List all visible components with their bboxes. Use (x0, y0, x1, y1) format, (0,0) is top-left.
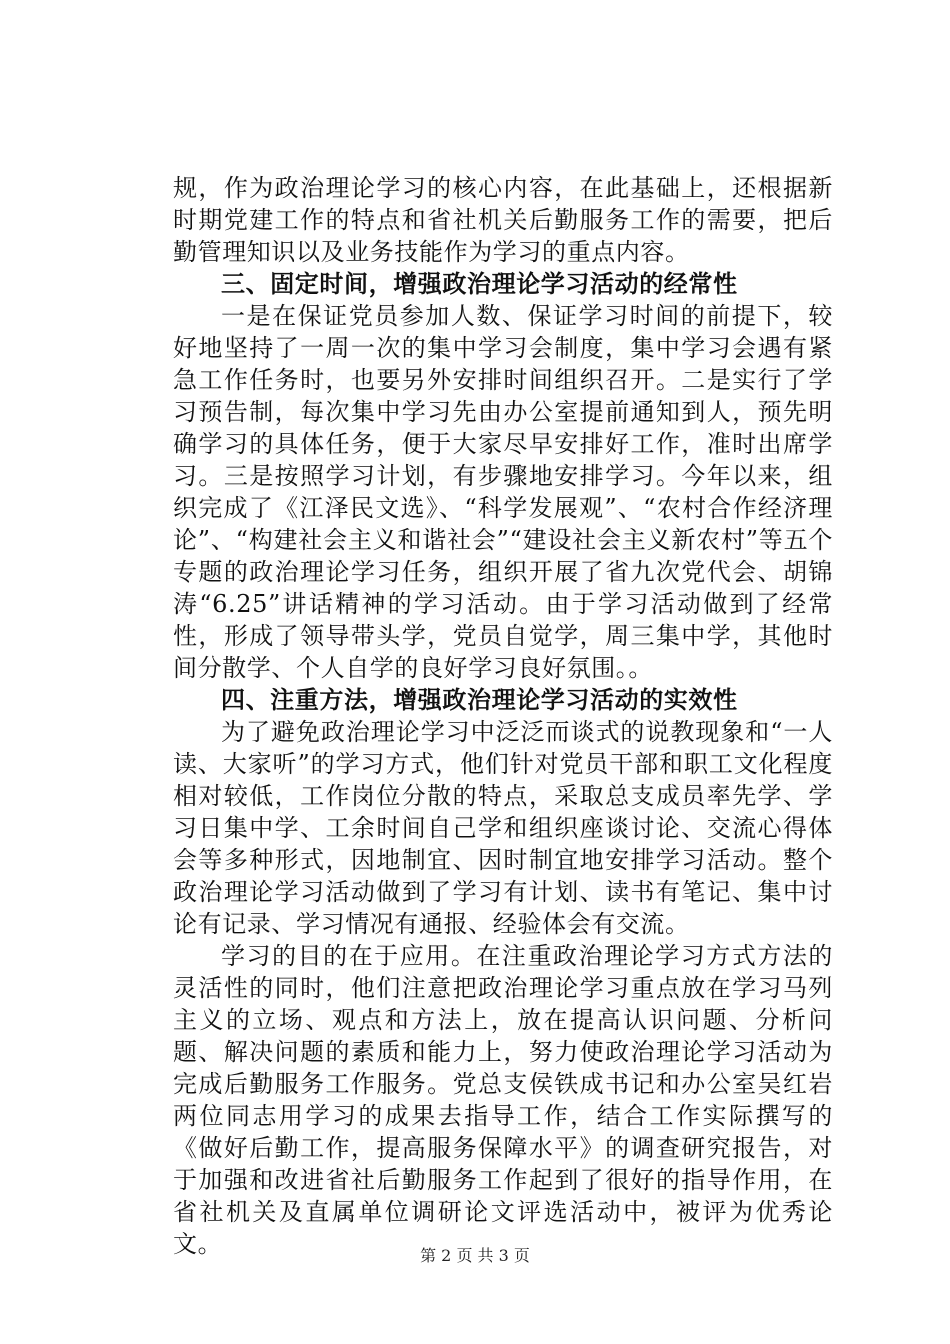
paragraph-application: 学习的目的在于应用。在注重政治理论学习方式方法的灵活性的同时，他们注意把政治理论学习重点放在学习马列主义的立场、观点和方法上，放在提高认识问题、分析问题、解决问题的素质和能力上，努力使政治理论学习活动为完成后勤服务工作服务。党总支侯铁成书记和办公室吴红岩两位同志用学习的成果去指导工作，结合工作实际撰写的《做好后勤工作，提高服务保障水平》的调查研究报告，对于加强和改进省社后勤服务工作起到了很好的指导作用，在省社机关及直属单位调研论文评选活动中，被评为优秀论文。 (173, 942, 833, 1258)
paragraph-methods: 为了避免政治理论学习中泛泛而谈式的说教现象和“一人读、大家听”的学习方式，他们针对党员干部和职工文化程度相对较低，工作岗位分散的特点，采取总支成员率先学、学习日集中学、工余时间自己学和组织座谈讨论、交流心得体会等多种形式，因地制宜、因时制宜地安排学习活动。整个政治理论学习活动做到了学习有计划、读书有笔记、集中讨论有记录、学习情况有通报、经验体会有交流。 (173, 718, 833, 938)
document-body (173, 172, 833, 1260)
section-heading-4: 四、注重方法，增强政治理论学习活动的实效性 (221, 686, 738, 714)
paragraph-fixed-time: 一是在保证党员参加人数、保证学习时间的前提下，较好地坚持了一周一次的集中学习会制度，集中学习会遇有紧急工作任务时，也要另外安排时间组织召开。二是实行了学习预告制，每次集中学习先由办公室提前通知到人，预先明确学习的具体任务，便于大家尽早安排好工作，准时出席学习。三是按照学习计划，有步骤地安排学习。今年以来，组织完成了《江泽民文选》、“科学发展观”、“农村合作经济理论”、“构建社会主义和谐社会”“建设社会主义新农村”等五个专题的政治理论学习任务，组织开展了省九次党代会、胡锦涛“6.25”讲话精神的学习活动。由于学习活动做到了经常性，形成了领导带头学，党员自觉学，周三集中学，其他时间分散学、个人自学的良好学习良好氛围。。 (173, 302, 833, 682)
paragraph-continued: 规，作为政治理论学习的核心内容，在此基础上，还根据新时期党建工作的特点和省社机关后勤服务工作的需要，把后勤管理知识以及业务技能作为学习的重点内容。 (173, 174, 833, 266)
page-footer: 第 2 页 共 3 页 (420, 1246, 530, 1265)
section-heading-3: 三、固定时间，增强政治理论学习活动的经常性 (221, 270, 738, 298)
